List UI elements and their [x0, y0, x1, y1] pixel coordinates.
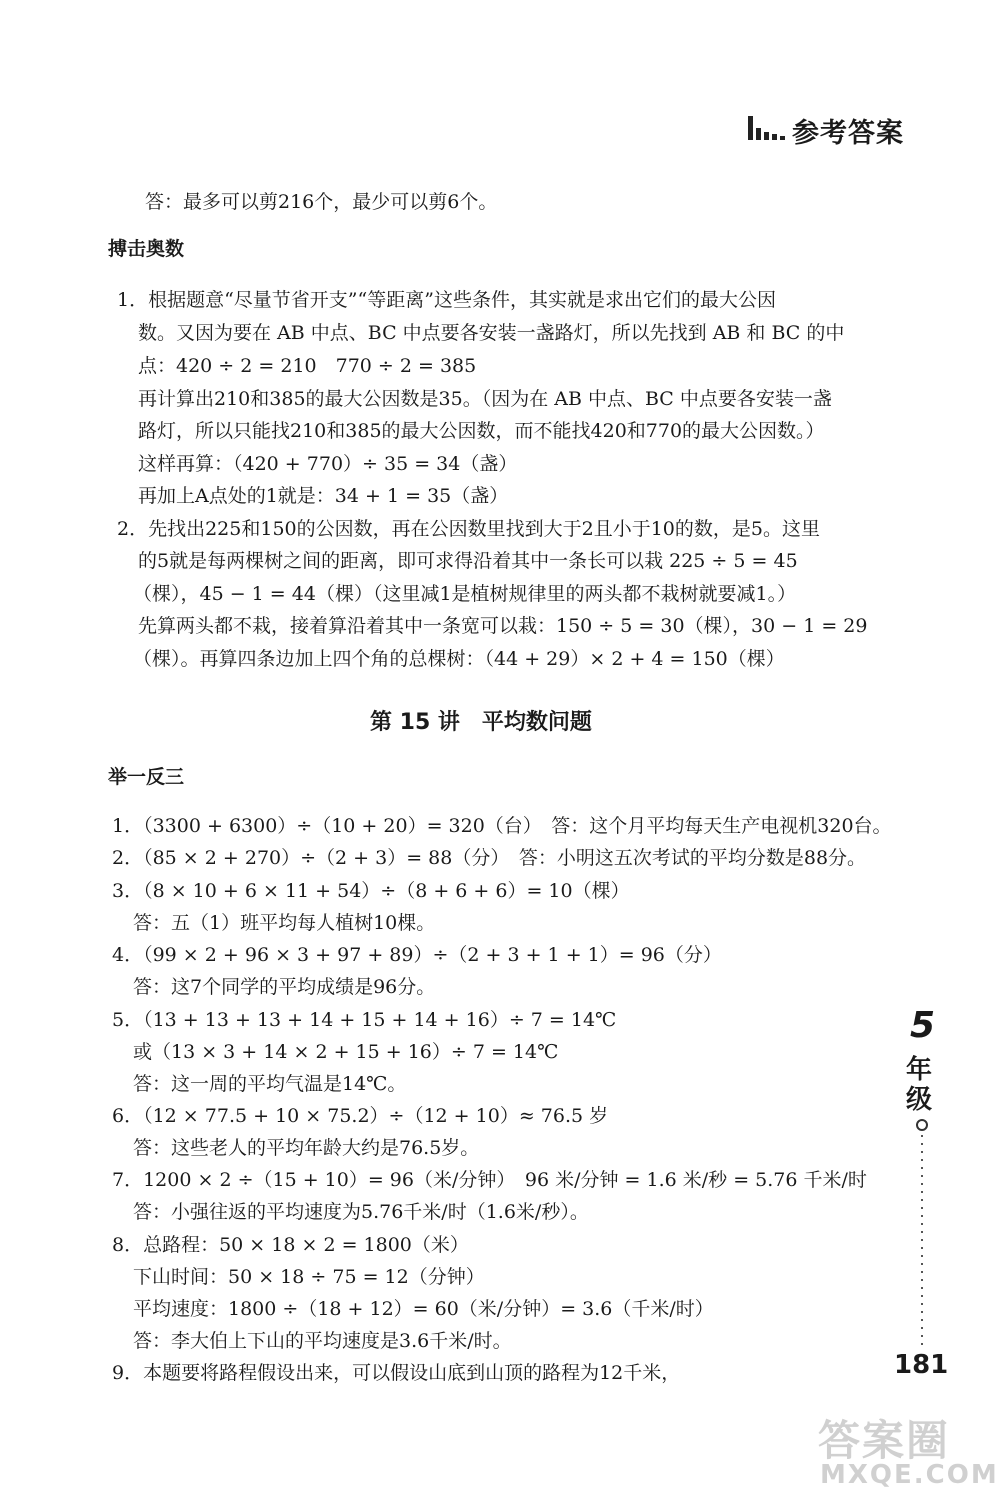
s1-line: 点：420 ÷ 2 = 210 770 ÷ 2 = 385 [138, 355, 477, 377]
s2-line: 答：这些老人的平均年龄大约是76.5岁。 [133, 1137, 480, 1159]
s1-line: （棵），45 − 1 = 44（棵）（这里减1是植树规律里的两头都不栽树就要减1。） [133, 583, 797, 605]
s1-line: 的5就是每两棵树之间的距离，即可求得沿着其中一条长可以栽 225 ÷ 5 = 45 [138, 550, 798, 572]
s1-line: 再加上A点处的1就是：34 + 1 = 35（盏） [138, 485, 509, 507]
section-title-juyifansan: 举一反三 [108, 766, 185, 788]
s2-line: 4．（99 × 2 + 96 × 3 + 97 + 89）÷（2 + 3 + 1 + 1）= 96（分） [112, 944, 722, 966]
dotted-divider-icon [910, 1117, 934, 1357]
watermark [790, 1408, 999, 1498]
s1-line: 1．根据题意“尽量节省开支”“等距离”这些条件，其实就是求出它们的最大公因 [117, 289, 776, 311]
s2-line: 下山时间：50 × 18 ÷ 75 = 12（分钟） [133, 1266, 485, 1288]
grade-marker [894, 1005, 950, 1405]
lecture-title: 第 15 讲 平均数问题 [370, 710, 592, 735]
s1-line: 先算两头都不栽，接着算沿着其中一条宽可以栽：150 ÷ 5 = 30（棵），30 − 1 = 29 [138, 615, 868, 637]
grade-char-nian: 年 [906, 1055, 933, 1085]
s2-line: 7．1200 × 2 ÷（15 + 10）= 96（米/分钟） 96 米/分钟 = 1.6 米/秒 = 5.76 千米/时 [112, 1169, 867, 1191]
s2-line: 9．本题要将路程假设出来，可以假设山底到山顶的路程为12千米， [112, 1362, 681, 1384]
section-title-bojiaoshu: 搏击奥数 [108, 238, 185, 260]
s2-line: 答：五（1）班平均每人植树10棵。 [133, 912, 436, 934]
s1-line: 2．先找出225和150的公因数，再在公因数里找到大于2且小于10的数，是5。这里 [117, 518, 820, 540]
s1-line: （棵）。再算四条边加上四个角的总棵树：（44 + 29）× 2 + 4 = 150（棵） [133, 648, 785, 670]
s2-line: 1．（3300 + 6300）÷（10 + 20）= 320（台） 答：这个月平均每天生产电视机320台。 [112, 815, 892, 837]
s1-line: 路灯，所以只能找210和385的最大公因数，而不能找420和770的最大公因数。） [138, 420, 825, 442]
s2-line: 答：这7个同学的平均成绩是96分。 [133, 976, 436, 998]
s2-line: 或（13 × 3 + 14 × 2 + 15 + 16）÷ 7 = 14℃ [133, 1041, 559, 1063]
s1-line: 数。又因为要在 AB 中点、BC 中点要各安装一盏路灯，所以先找到 AB 和 BC 的中 [138, 322, 845, 344]
s2-line: 平均速度：1800 ÷（18 + 12）= 60（米/分钟）= 3.6（千米/时） [133, 1298, 714, 1320]
s2-line: 答：李大伯上下山的平均速度是3.6千米/时。 [133, 1330, 512, 1352]
s2-line: 8．总路程：50 × 18 × 2 = 1800（米） [112, 1234, 469, 1256]
watermark-url: MXQE.COM [820, 1460, 999, 1490]
watermark-logo: 答案圈 [818, 1416, 951, 1465]
s2-line: 5．（13 + 13 + 13 + 14 + 15 + 14 + 16）÷ 7 = 14℃ [112, 1009, 617, 1031]
header [748, 108, 918, 148]
s2-line: 答：小强往返的平均速度为5.76千米/时（1.6米/秒）。 [133, 1201, 589, 1223]
s2-line: 2．（85 × 2 + 270）÷（2 + 3）= 88（分） 答：小明这五次考试的平均分数是88分。 [112, 847, 867, 869]
page-number: 181 [894, 1350, 949, 1380]
s2-line: 3．（8 × 10 + 6 × 11 + 54）÷（8 + 6 + 6）= 10（棵） [112, 880, 630, 902]
top-answer: 答：最多可以剪216个，最少可以剪6个。 [145, 191, 498, 213]
grade-number: 5 [910, 1005, 936, 1046]
grade-char-ji: 级 [906, 1085, 933, 1115]
s1-line: 再计算出210和385的最大公因数是35。（因为在 AB 中点、BC 中点要各安装一盏 [138, 388, 832, 410]
bar-chart-logo-icon [748, 114, 790, 142]
s1-line: 这样再算：（420 + 770）÷ 35 = 34（盏） [138, 453, 518, 475]
s2-line: 6．（12 × 77.5 + 10 × 75.2）÷（12 + 10）≈ 76.5 岁 [112, 1105, 609, 1127]
s2-line: 答：这一周的平均气温是14℃。 [133, 1073, 407, 1095]
header-title: 参考答案 [792, 118, 904, 149]
